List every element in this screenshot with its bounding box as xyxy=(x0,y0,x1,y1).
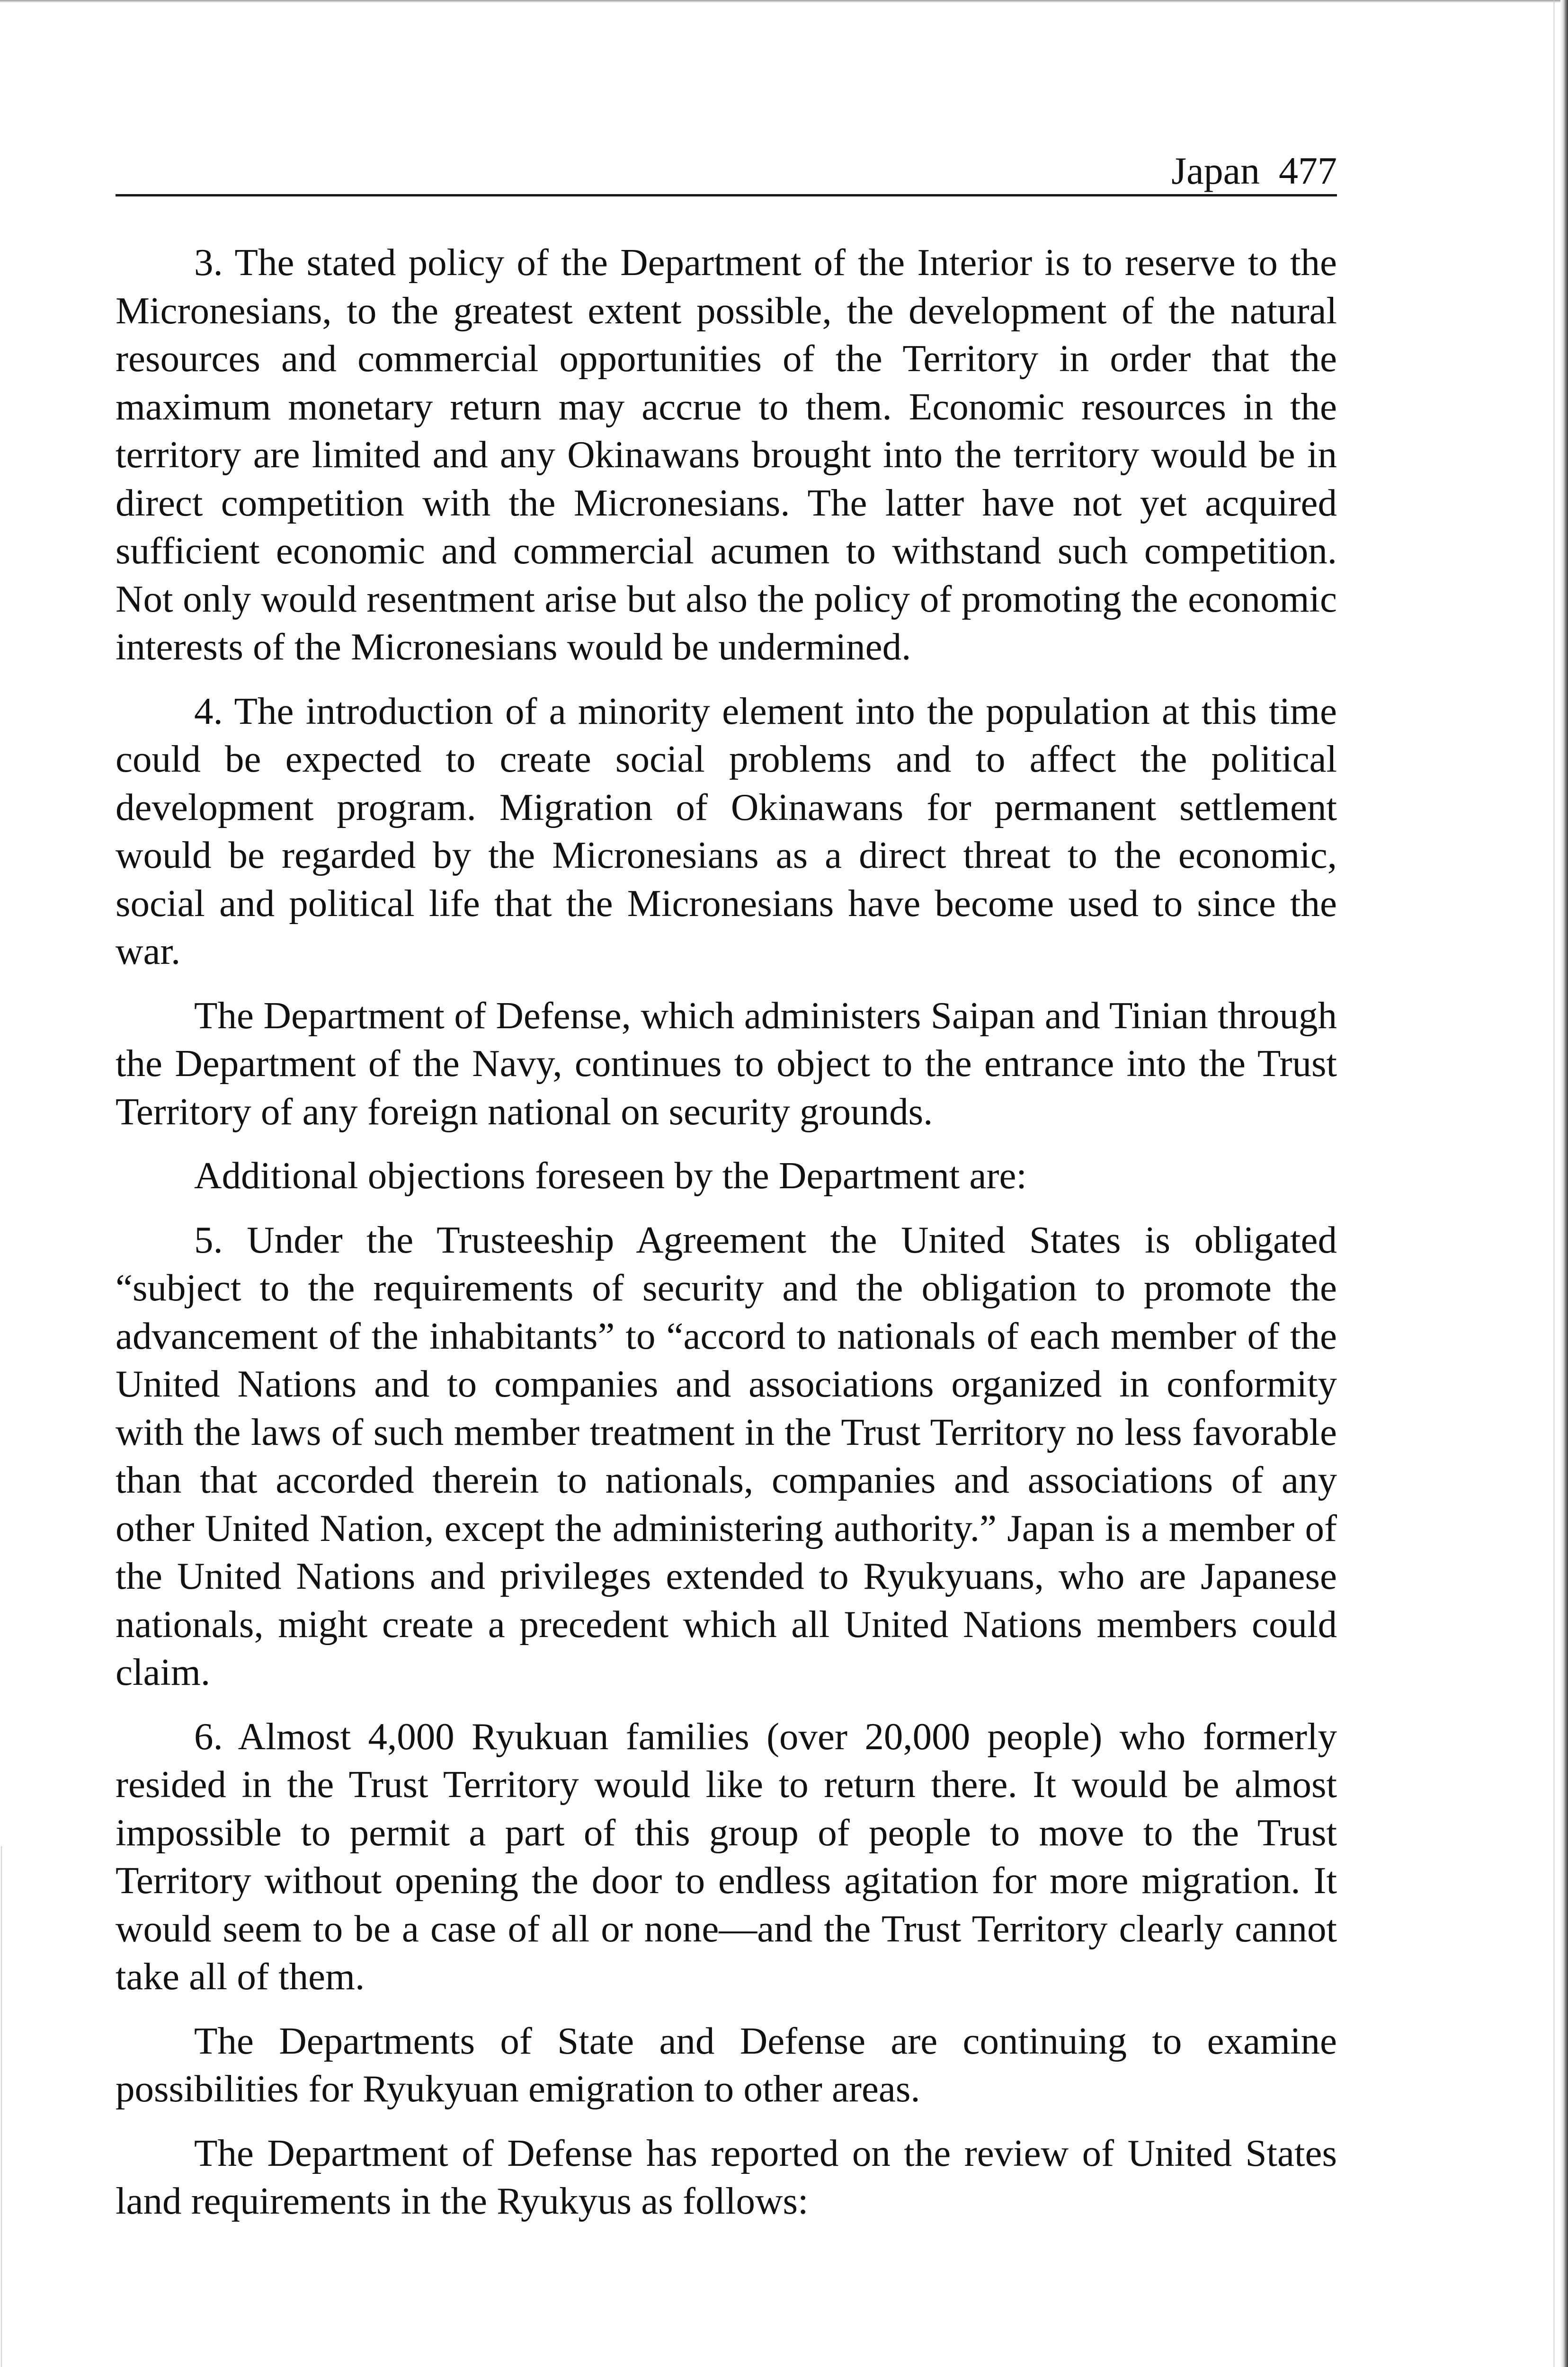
paragraph-defense-objection: The Department of Defense, which administers Saipan and Tinian through the Department of the Navy, continues to object to the entrance into the Trust Territory of any foreign national on security grounds. xyxy=(116,994,1337,1133)
paragraph-emigration-examination: The Departments of State and Defense are continuing to examine possibilities for Ryukyuan emigration to other areas. xyxy=(116,2019,1337,2110)
page-number: 477 xyxy=(1279,149,1337,192)
paragraph-trusteeship-agreement: 5. Under the Trusteeship Agreement the United States is obligated “subject to the requirements of security and the obligation to promote the advancement of the inhabitants” to “accord to nationals of each member of the United Nations and to companies and associations organized in conformity with the laws of such member treatment in the Trust Territory no less favorable than that accorded therein to nationals, companies and associations of any other United Nation, except the administering authority.” Japan is a member of the United Nations and privileges extended to Ryukyuans, who are Japanese nationals, might create a precedent which all United Nations members could claim. xyxy=(116,1218,1337,1693)
paragraph-additional-objections: Additional objections foreseen by the Department are: xyxy=(194,1154,1027,1197)
scan-right-edge xyxy=(1560,0,1568,2367)
running-head-title: Japan xyxy=(1171,149,1260,192)
page-body xyxy=(116,239,1337,2242)
page-header xyxy=(116,137,1337,196)
paragraph-land-requirements: The Department of Defense has reported on the review of United States land requirements in the Ryukyus as follows: xyxy=(116,2131,1337,2222)
paragraph-minority-element: 4. The introduction of a minority element into the population at this time could be expected to create social problems and to affect the political development program. Migration of Okinawans for permanent settlement would be regarded by the Micronesians as a direct threat to the economic, social and political life that the Micronesians have become used to since the war. xyxy=(116,689,1337,972)
running-head xyxy=(1171,151,1337,190)
paragraph-policy-interior: 3. The stated policy of the Department of the Interior is to reserve to the Micronesians, to the greatest extent possible, the development of the natural resources and commercial opportunities of the Territory in order that the maximum monetary return may accrue to them. Economic resources in the territory are limited and any Okinawans brought into the territory would be in direct competition with the Micronesians. The latter have not yet acquired sufficient economic and commercial acumen to withstand such competition. Not only would resentment arise but also the policy of promoting the economic interests of the Micronesians would be undermined. xyxy=(116,241,1337,668)
scan-left-edge xyxy=(1,1846,2,2367)
scan-right-edge-line xyxy=(1553,0,1555,2367)
paragraph-ryukuan-families: 6. Almost 4,000 Ryukuan families (over 20,000 people) who formerly resided in the Trust Territory would like to return there. It would be almost impossible to permit a part of this group of people to move to the Trust Territory without opening the door to endless agitation for more migration. It would seem to be a case of all or none—and the Trust Territory clearly cannot take all of them. xyxy=(116,1715,1337,1998)
scan-top-edge xyxy=(0,0,1568,3)
